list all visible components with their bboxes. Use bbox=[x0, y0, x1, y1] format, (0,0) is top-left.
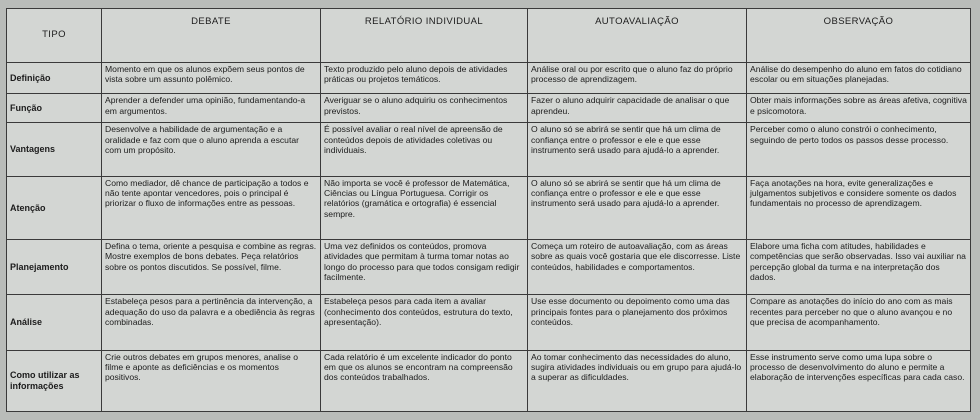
document-page bbox=[6, 8, 970, 412]
cell-relatorio: Uma vez definidos os conteúdos, promova atividades que permitam à turma tomar notas ao longo do processo para que todos consigam redigir facilmente. bbox=[321, 239, 528, 294]
cell-autoavaliacao: Análise oral ou por escrito que o aluno faz do próprio processo de aprendizagem. bbox=[528, 63, 747, 94]
evaluation-instruments-table bbox=[6, 8, 971, 412]
table-row bbox=[7, 350, 971, 411]
header-row bbox=[7, 9, 971, 63]
cell-debate: Defina o tema, oriente a pesquisa e combine as regras. Mostre exemplos de bons debates. Peça relatórios sobre os pontos discutidos. Se possível, filme. bbox=[102, 239, 321, 294]
row-label: Atenção bbox=[7, 176, 102, 239]
row-label: Definição bbox=[7, 63, 102, 94]
cell-autoavaliacao: Use esse documento ou depoimento como uma das principais fontes para o planejamento dos próximos conteúdos. bbox=[528, 295, 747, 350]
cell-debate: Estabeleça pesos para a pertinência da intervenção, a adequação do uso da palavra e a obediência às regras combinadas. bbox=[102, 295, 321, 350]
table-row bbox=[7, 63, 971, 94]
cell-autoavaliacao: Começa um roteiro de autoavaliação, com as áreas sobre as quais você gostaria que ele discorresse. Liste conteúdos, habilidades e comportamentos. bbox=[528, 239, 747, 294]
cell-observacao: Compare as anotações do início do ano com as mais recentes para perceber no que o aluno avançou e no que precisa de acompanhamento. bbox=[747, 295, 971, 350]
cell-relatorio: Averiguar se o aluno adquiriu os conhecimentos previstos. bbox=[321, 94, 528, 123]
table-row bbox=[7, 239, 971, 294]
cell-observacao: Análise do desempenho do aluno em fatos do cotidiano escolar ou em situações planejadas. bbox=[747, 63, 971, 94]
cell-debate: Momento em que os alunos expõem seus pontos de vista sobre um assunto polêmico. bbox=[102, 63, 321, 94]
cell-autoavaliacao: O aluno só se abrirá se sentir que há um clima de confiança entre o professor e ele e que esse instrumento será usado para ajudá-lo a aprender. bbox=[528, 176, 747, 239]
cell-debate: Crie outros debates em grupos menores, analise o filme e aponte as deficiências e os momentos positivos. bbox=[102, 350, 321, 411]
table-row bbox=[7, 176, 971, 239]
cell-debate: Desenvolve a habilidade de argumentação e a oralidade e faz com que o aluno aprenda a escutar com um propósito. bbox=[102, 123, 321, 176]
cell-observacao: Perceber como o aluno constrói o conhecimento, seguindo de perto todos os passos desse processo. bbox=[747, 123, 971, 176]
cell-relatorio: Não importa se você é professor de Matemática, Ciências ou Língua Portuguesa. Corrigir os relatórios (gramática e ortografia) é essencial sempre. bbox=[321, 176, 528, 239]
header-autoavaliacao: AUTOAVALIAÇÃO bbox=[528, 9, 747, 63]
row-label: Função bbox=[7, 94, 102, 123]
row-label: Vantagens bbox=[7, 123, 102, 176]
cell-autoavaliacao: O aluno só se abrirá se sentir que há um clima de confiança entre o professor e ele e que esse instrumento será usado para ajudá-lo a aprender. bbox=[528, 123, 747, 176]
table-row bbox=[7, 94, 971, 123]
cell-autoavaliacao: Ao tomar conhecimento das necessidades do aluno, sugira atividades individuais ou em grupo para ajudá-lo a superar as dificuldades. bbox=[528, 350, 747, 411]
cell-observacao: Elabore uma ficha com atitudes, habilidades e competências que serão observadas. Isso vai auxiliar na percepção global da turma e na interpretação dos dados. bbox=[747, 239, 971, 294]
table-row bbox=[7, 123, 971, 176]
header-tipo: TIPO bbox=[7, 9, 102, 63]
cell-observacao: Esse instrumento serve como uma lupa sobre o processo de desenvolvimento do aluno e permite a elaboração de intervenções específicas para cada caso. bbox=[747, 350, 971, 411]
cell-autoavaliacao: Fazer o aluno adquirir capacidade de analisar o que aprendeu. bbox=[528, 94, 747, 123]
row-label: Como utilizar as informações bbox=[7, 350, 102, 411]
header-debate: DEBATE bbox=[102, 9, 321, 63]
header-observacao: OBSERVAÇÃO bbox=[747, 9, 971, 63]
cell-observacao: Obter mais informações sobre as áreas afetiva, cognitiva e psicomotora. bbox=[747, 94, 971, 123]
cell-debate: Como mediador, dê chance de participação a todos e não tente apontar vencedores, pois o principal é priorizar o fluxo de informações entre as pessoas. bbox=[102, 176, 321, 239]
row-label: Planejamento bbox=[7, 239, 102, 294]
cell-debate: Aprender a defender uma opinião, fundamentando-a em argumentos. bbox=[102, 94, 321, 123]
table-row bbox=[7, 295, 971, 350]
cell-observacao: Faça anotações na hora, evite generalizações e julgamentos subjetivos e considere somente os dados fundamentais no processo de aprendizagem. bbox=[747, 176, 971, 239]
cell-relatorio: É possível avaliar o real nível de apreensão de conteúdos depois de atividades coletivas ou individuais. bbox=[321, 123, 528, 176]
cell-relatorio: Estabeleça pesos para cada item a avaliar (conhecimento dos conteúdos, estrutura do texto, apresentação). bbox=[321, 295, 528, 350]
header-relatorio: RELATÓRIO INDIVIDUAL bbox=[321, 9, 528, 63]
cell-relatorio: Texto produzido pelo aluno depois de atividades práticas ou projetos temáticos. bbox=[321, 63, 528, 94]
cell-relatorio: Cada relatório é um excelente indicador do ponto em que os alunos se encontram na compreensão dos conteúdos trabalhados. bbox=[321, 350, 528, 411]
row-label: Análise bbox=[7, 295, 102, 350]
